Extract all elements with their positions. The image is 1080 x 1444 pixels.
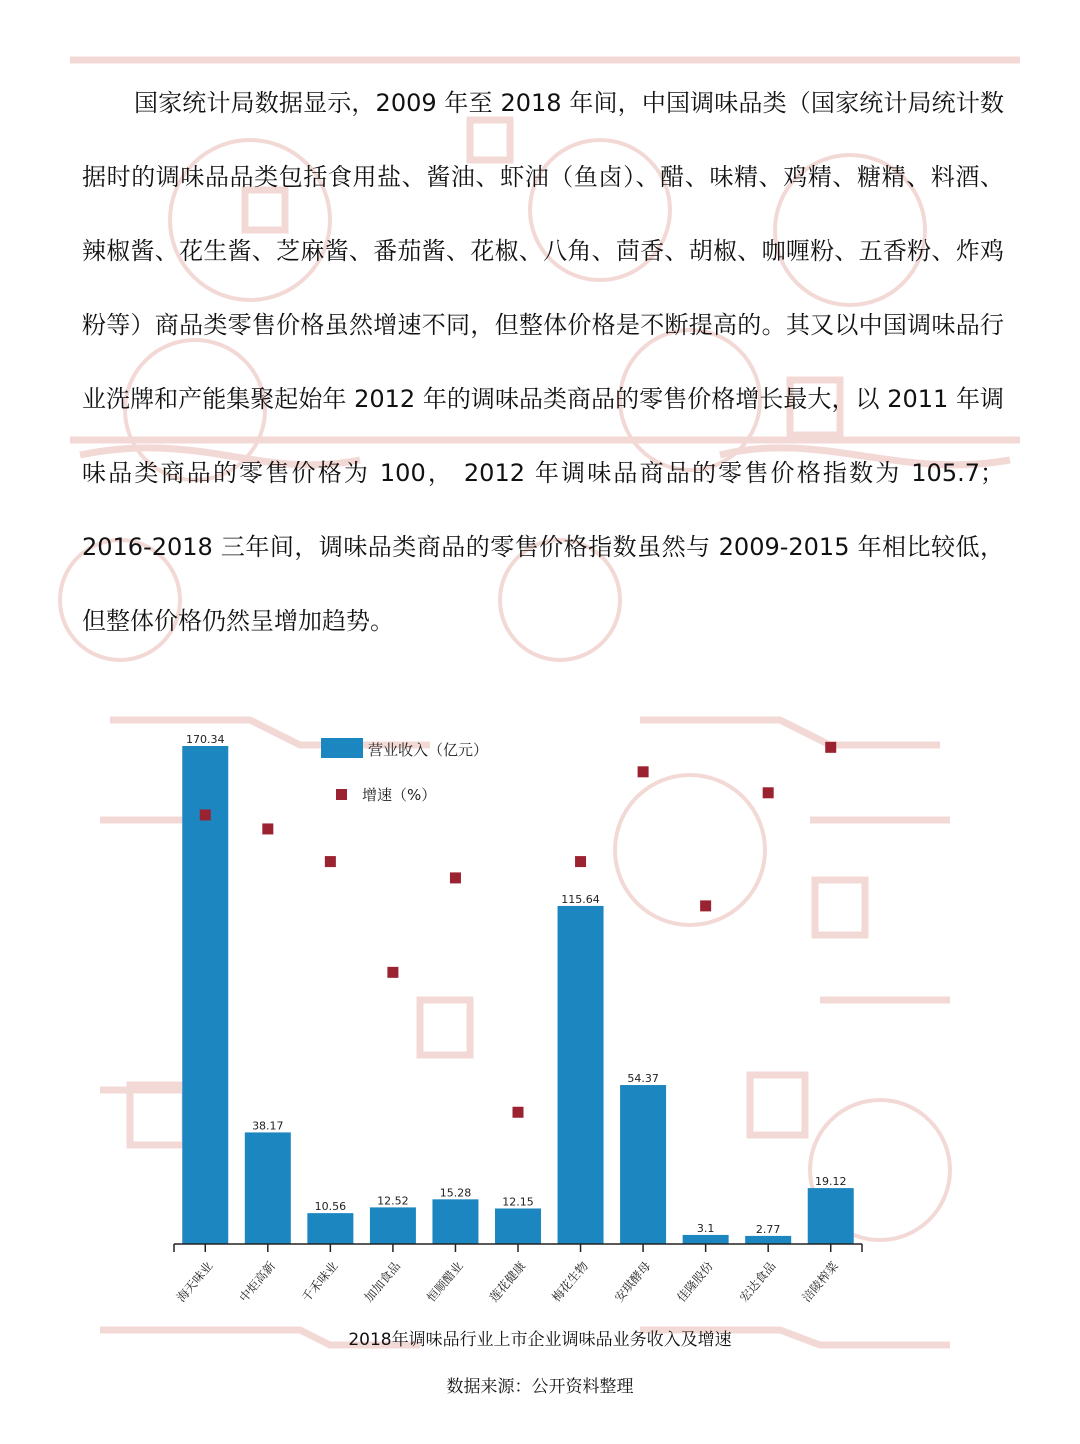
chart-source: 数据来源：公开资料整理 xyxy=(446,1377,634,1397)
x-tick-label: 莲花健康 xyxy=(486,1258,529,1305)
growth-marker xyxy=(450,872,461,883)
bar xyxy=(683,1235,729,1244)
bar-value-label: 3.1 xyxy=(696,1221,715,1235)
growth-marker xyxy=(700,900,711,911)
bar xyxy=(558,906,604,1244)
x-tick-label: 加加食品 xyxy=(361,1258,404,1305)
bar-series xyxy=(182,733,853,1244)
bar-value-label: 12.52 xyxy=(377,1194,409,1208)
bar xyxy=(808,1188,854,1244)
x-tick-label: 中炬高新 xyxy=(236,1258,279,1305)
bar xyxy=(495,1208,541,1244)
bar xyxy=(245,1132,291,1244)
x-tick-label: 海天味业 xyxy=(173,1258,216,1305)
growth-marker xyxy=(387,967,398,978)
x-tick-label: 安琪酵母 xyxy=(611,1258,654,1305)
legend xyxy=(321,738,488,804)
x-tick-label: 千禾味业 xyxy=(299,1258,341,1305)
bar-value-label: 10.56 xyxy=(314,1200,347,1214)
x-axis xyxy=(173,1244,862,1305)
bar-value-label: 15.28 xyxy=(439,1186,472,1200)
bar-value-label: 12.15 xyxy=(502,1195,534,1209)
bar-value-label: 19.12 xyxy=(814,1175,847,1189)
x-tick-label: 宏达食品 xyxy=(736,1258,779,1305)
bar xyxy=(432,1199,478,1244)
growth-marker xyxy=(763,787,774,798)
bar-value-label: 38.17 xyxy=(252,1119,284,1133)
legend-swatch-marker xyxy=(336,789,347,800)
bar xyxy=(370,1207,416,1244)
chart-title: 2018年调味品行业上市企业调味品业务收入及增速 xyxy=(348,1330,732,1350)
growth-marker xyxy=(200,809,211,820)
growth-marker xyxy=(825,742,836,753)
bar-value-label: 54.37 xyxy=(627,1072,659,1086)
bar xyxy=(620,1085,666,1244)
x-tick-label: 佳隆股份 xyxy=(674,1258,716,1305)
bar xyxy=(182,746,228,1244)
bar-value-label: 115.64 xyxy=(561,892,600,906)
legend-swatch-bar xyxy=(321,738,363,758)
legend-label-marker: 增速（%） xyxy=(362,786,437,804)
growth-marker xyxy=(575,856,586,867)
x-tick-label: 梅花生物 xyxy=(549,1258,591,1305)
growth-series xyxy=(200,742,836,1118)
growth-marker xyxy=(638,766,649,777)
x-tick-label: 涪陵榨菜 xyxy=(799,1258,842,1305)
bar-value-label: 170.34 xyxy=(186,733,225,746)
bar xyxy=(307,1213,353,1244)
article-paragraph: 国家统计局数据显示，2009 年至 2018 年间，中国调味品类（国家统计局统计数据时的调味品品类包括食用盐、酱油、虾油（鱼卤）、醋、味精、鸡精、糖精、料酒、辣椒酱、花生酱、芝麻酱、番茄酱、花椒、八角、茴香、胡椒、咖喱粉、五香粉、炸鸡粉等）商品类零售价格虽然增速不同，但整体价格是不断提高的。其又以中国调味品行业洗牌和产能集聚起始年 2012 年的调味品类商品的零售价格增长最大，以 2011 年调味品类商品的零售价格为 100， 2012 年调味品商品的零售价格指数为 105.7；2016-2018 三年间，调味品类商品的零售价格指数虽然与 2009-2015 年相比较低，但整体价格仍然呈增加趋势。 xyxy=(82,89,1004,635)
bar xyxy=(745,1236,791,1244)
x-tick-label: 恒顺醋业 xyxy=(424,1258,466,1305)
growth-marker xyxy=(262,823,273,834)
growth-marker xyxy=(325,856,336,867)
legend-label-bar: 营业收入（亿元） xyxy=(368,741,489,759)
growth-marker xyxy=(513,1107,524,1118)
bar-value-label: 2.77 xyxy=(755,1222,781,1236)
